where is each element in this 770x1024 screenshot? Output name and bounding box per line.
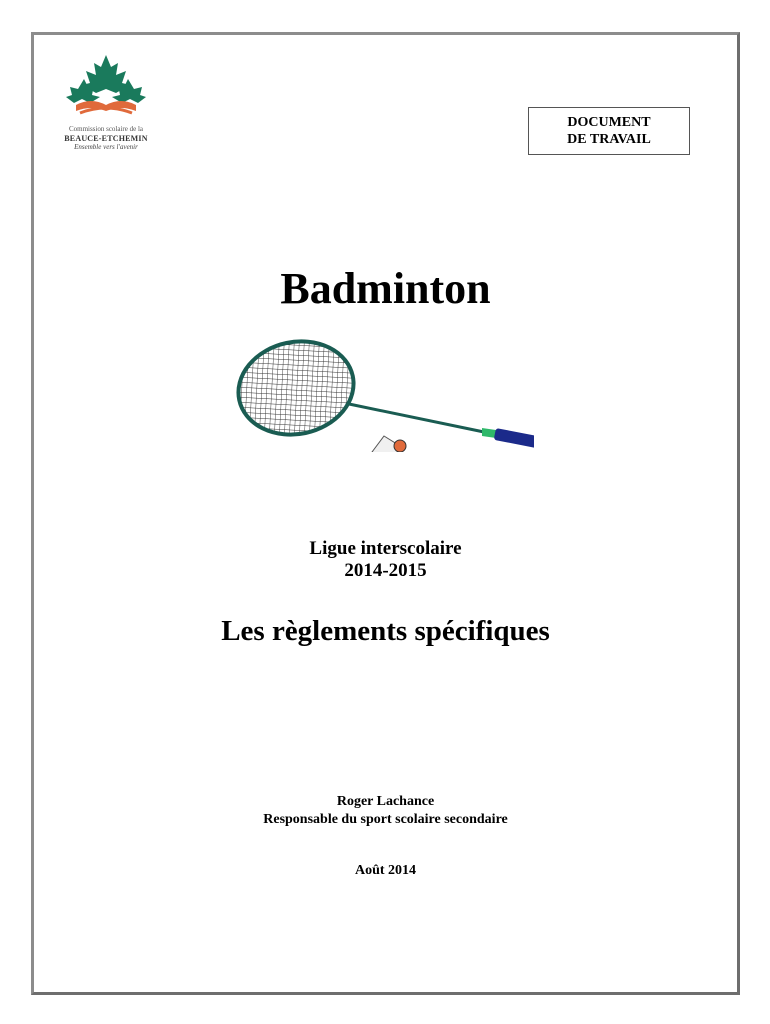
author-name: Roger Lachance (336, 794, 435, 809)
document-title: Badminton (280, 264, 491, 313)
page-frame (31, 32, 740, 995)
league-name: Ligue interscolaire (309, 538, 462, 559)
document-subtitle: Les règlements spécifiques (221, 615, 550, 647)
organization-line2: BEAUCE-ETCHEMIN (64, 134, 148, 143)
organization-line1: Commission scolaire de la (68, 125, 144, 133)
document-status-line1: DOCUMENT (567, 115, 651, 130)
organization-motto: Ensemble vers l'avenir (74, 143, 138, 151)
author-role: Responsable du sport scolaire secondaire (263, 812, 508, 827)
maple-leaf-icon (46, 53, 166, 125)
document-status-line2: DE TRAVAIL (567, 132, 651, 147)
badminton-racket-icon (234, 332, 534, 452)
document-date: Août 2014 (354, 863, 417, 878)
league-season: 2014-2015 (344, 560, 427, 581)
organization-logo (46, 53, 166, 151)
league-info (34, 538, 737, 582)
author-block (34, 793, 737, 829)
shuttlecock-icon (372, 436, 406, 452)
organization-name (46, 125, 166, 152)
document-status-box (528, 107, 690, 155)
